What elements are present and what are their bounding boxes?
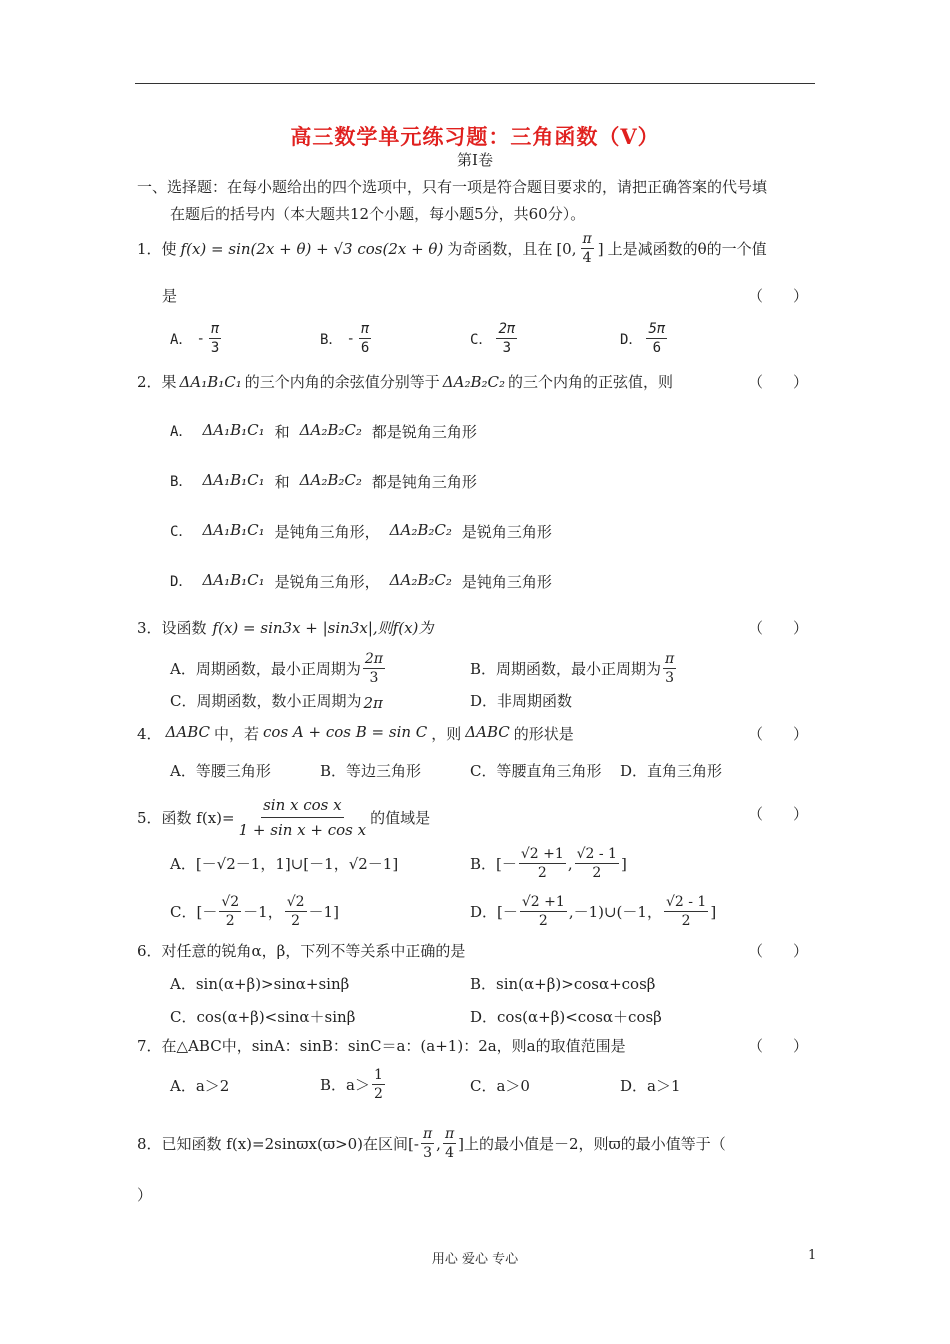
q1-interval-close: ] bbox=[597, 239, 604, 258]
q3-option-a: A．周期函数，最小正周期为 $\frac{2\pi}{3}$ bbox=[170, 651, 383, 686]
q2-option-c: C． ΔA₁B₁C₁ 是钝角三角形， ΔA₂B₂C₂ 是锐角三角形 bbox=[170, 521, 552, 541]
question-2: 2．果 ΔA₁B₁C₁ 的三个内角的余弦值分别等于 ΔA₂B₂C₂ 的三个内角的正弦值，则 bbox=[137, 372, 674, 391]
question-5: 5．函数 f(x)= $\frac{\text{sin x cos x}}{\text{1 + sin x + cos x}}$ 的值域是 bbox=[137, 793, 430, 842]
q3-answer-bracket: （ ） bbox=[748, 619, 809, 637]
q6-answer-bracket: （ ） bbox=[748, 942, 809, 960]
q1-continuation: 是 bbox=[162, 287, 178, 305]
q7-option-a: A．a＞2 bbox=[170, 1077, 230, 1095]
q5-answer-bracket: （ ） bbox=[748, 805, 809, 823]
q4-option-c: C．等腰直角三角形 bbox=[470, 762, 602, 780]
q1-number: 1．使 bbox=[137, 240, 177, 258]
q6-option-c: C．cos(α+β)<sinα＋sinβ bbox=[170, 1008, 356, 1026]
q5-option-d: D．[－ $\frac{√2 +1}{2}$ ,－1)∪(－1， $\frac{√2 - 1}{2}$ ] bbox=[470, 894, 717, 929]
q7-option-b: B．a＞ $\frac{1}{2}$ bbox=[320, 1067, 383, 1102]
q4-option-a: A．等腰三角形 bbox=[170, 762, 271, 780]
volume-label: 第Ⅰ卷 bbox=[457, 151, 493, 169]
q1-option-b: B． - $\frac{\pi}{6}$ bbox=[320, 321, 370, 356]
q7-option-d: D．a＞1 bbox=[620, 1077, 681, 1095]
q2-option-d: D． ΔA₁B₁C₁ 是锐角三角形， ΔA₂B₂C₂ 是钝角三角形 bbox=[170, 571, 552, 591]
q3-option-b: B．周期函数，最小正周期为 $\frac{\pi}{3}$ bbox=[470, 651, 675, 686]
q6-option-d: D．cos(α+β)<cosα＋cosβ bbox=[470, 1008, 662, 1026]
q1-interval-fraction: $\frac{\pi}{4}$ bbox=[582, 231, 592, 266]
q1-option-c: C． $\frac{2\pi}{3}$ bbox=[470, 321, 516, 356]
q1-interval-open: [0, bbox=[556, 239, 577, 258]
q1-mid-text: 为奇函数，且在 bbox=[447, 240, 553, 258]
question-4: 4． ΔABC 中，若 cos A + cos B = sin C ，则 ΔABC 的形状是 bbox=[137, 723, 574, 743]
question-3: 3．设函数 f(x) = sin3x + |sin3x|,则f(x)为 bbox=[137, 619, 434, 637]
q6-option-b: B．sin(α+β)>cosα+cosβ bbox=[470, 975, 656, 993]
q7-option-c: C．a＞0 bbox=[470, 1077, 530, 1095]
q4-answer-bracket: （ ） bbox=[748, 725, 809, 743]
q3-option-d: D．非周期函数 bbox=[470, 692, 573, 710]
q4-option-d: D．直角三角形 bbox=[620, 762, 723, 780]
question-7: 7．在△ABC中，sinA：sinB：sinC＝a：(a+1)：2a，则a的取值范围是 bbox=[137, 1037, 626, 1055]
q1-tail: 上是减函数的θ的一个值 bbox=[607, 240, 767, 258]
question-8: 8．已知函数 f(x)=2sinϖx(ϖ>0)在区间[- $\frac{\pi}{3}$ , $\frac{\pi}{4}$ ]上的最小值是－2，则ϖ的最小值等于（ bbox=[137, 1126, 726, 1161]
q5-option-a: A．[－√2－1，1]∪[－1，√2－1] bbox=[170, 855, 399, 873]
q8-continuation: ） bbox=[137, 1186, 153, 1204]
q2-option-b: B． ΔA₁B₁C₁ 和 ΔA₂B₂C₂ 都是钝角三角形 bbox=[170, 471, 477, 491]
document-title: 高三数学单元练习题：三角函数（Ⅴ） bbox=[290, 124, 660, 149]
q1-answer-bracket: （ ） bbox=[748, 287, 809, 305]
question-6: 6．对任意的锐角α，β，下列不等关系中正确的是 bbox=[137, 942, 466, 960]
q4-option-b: B．等边三角形 bbox=[320, 762, 422, 780]
q1-option-d: D． $\frac{5\pi}{6}$ bbox=[620, 321, 666, 356]
q1-option-a: A． - $\frac{\pi}{3}$ bbox=[170, 321, 220, 356]
q3-option-c: C．周期函数，数小正周期为 2π bbox=[170, 692, 383, 712]
section-instructions-1: 一、选择题：在每小题给出的四个选项中，只有一项是符合题目要求的，请把正确答案的代号填 bbox=[137, 178, 768, 196]
q5-option-b: B．[－ $\frac{√2 +1}{2}$ , $\frac{√2 - 1}{2}$ ] bbox=[470, 846, 627, 881]
question-1 bbox=[137, 230, 767, 267]
q7-answer-bracket: （ ） bbox=[748, 1037, 809, 1055]
page-footer: 用心 爱心 专心 bbox=[431, 1252, 519, 1267]
q1-expression: f(x) = sin(2x + θ) + √3 cos(2x + θ) bbox=[180, 239, 444, 258]
page-number: 1 bbox=[808, 1248, 817, 1263]
q6-option-a: A．sin(α+β)>sinα+sinβ bbox=[170, 975, 350, 993]
q2-option-a: A． ΔA₁B₁C₁ 和 ΔA₂B₂C₂ 都是锐角三角形 bbox=[170, 421, 477, 441]
header-rule bbox=[135, 83, 815, 84]
q5-option-c: C．[－ $\frac{√2}{2}$ －1， $\frac{√2}{2}$ －1] bbox=[170, 894, 339, 929]
q2-answer-bracket: （ ） bbox=[748, 373, 809, 391]
section-instructions-2: 在题后的括号内（本大题共12个小题，每小题5分，共60分）。 bbox=[170, 205, 586, 223]
